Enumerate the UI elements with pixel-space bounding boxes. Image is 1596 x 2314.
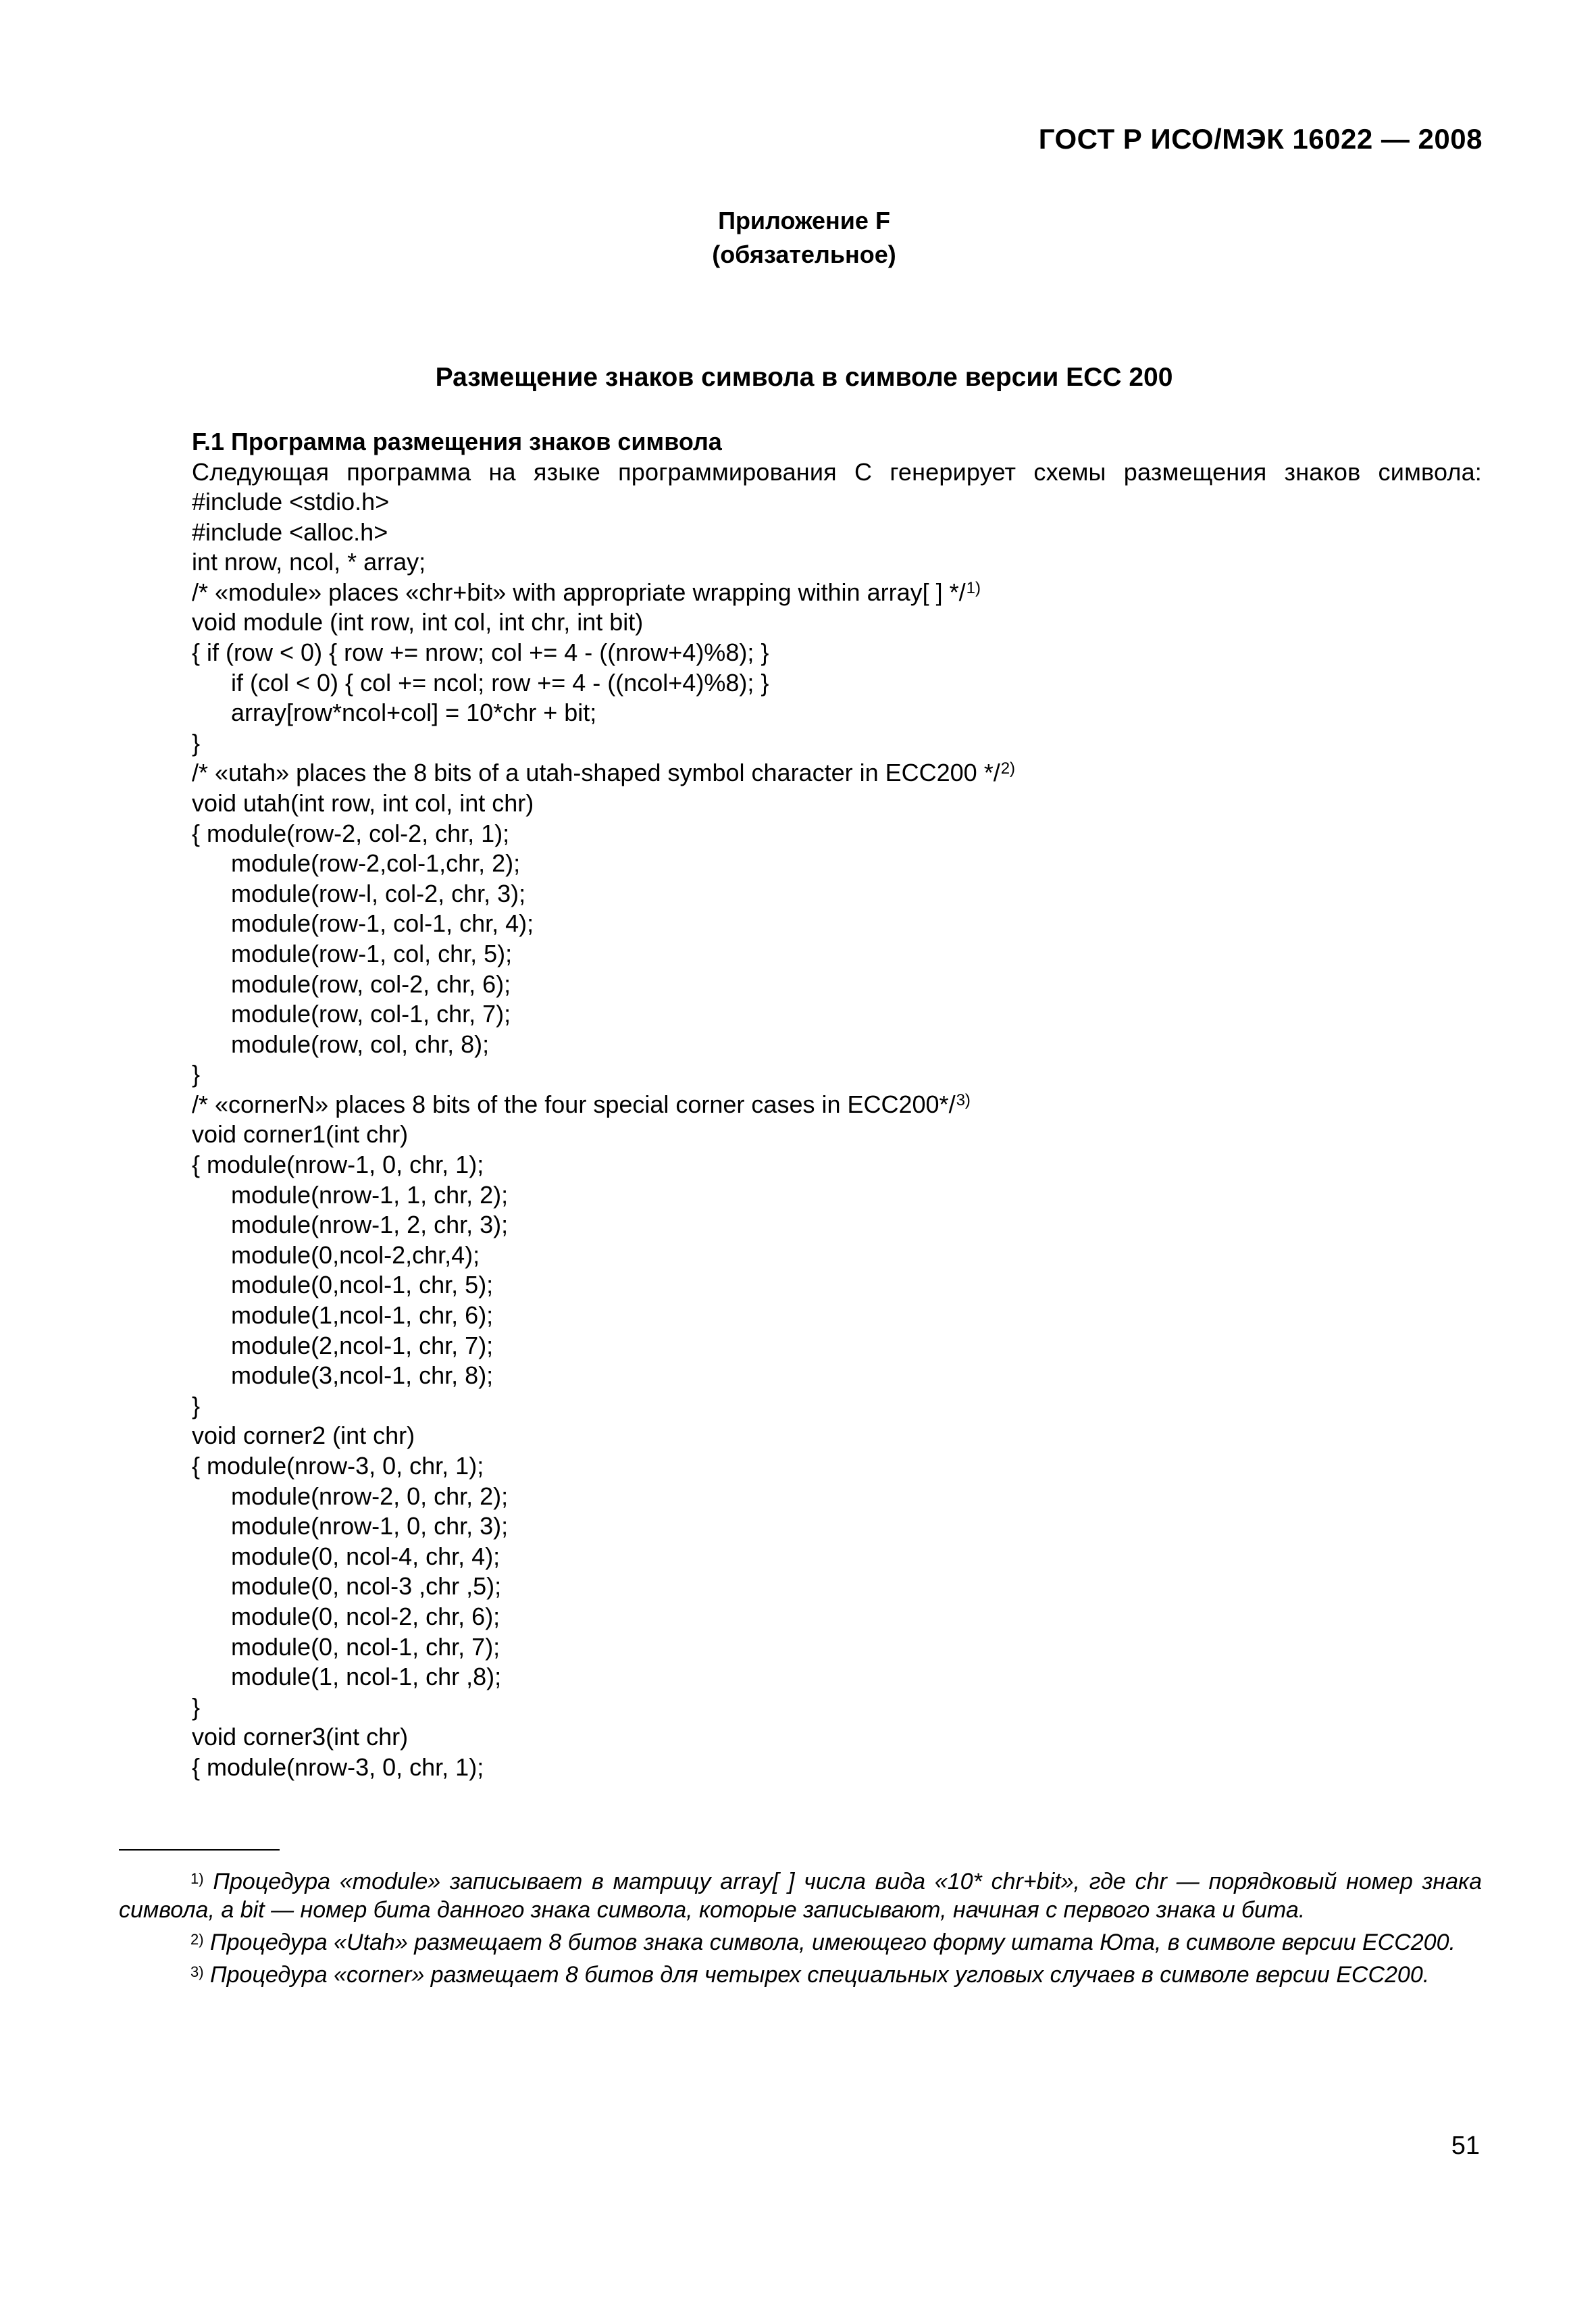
section-heading: F.1 Программа размещения знаков символа xyxy=(192,428,722,455)
code-line-text: } xyxy=(192,1391,201,1419)
code-line-text: module(row, col, chr, 8); xyxy=(231,1030,490,1058)
annex-title: Размещение знаков символа в символе версии ЕСС 200 xyxy=(435,363,1173,392)
code-line-text: #include <stdio.h> xyxy=(192,488,390,515)
code-line xyxy=(192,1361,1482,1391)
footnote-text: Процедура «module» записывает в матрицу array[ ] числа вида «10* chr+bit», где chr — порядковый номер знака символа, a bit — номер бита данного знака символа, которые записывают, начиная с первого знака и бита. xyxy=(119,1869,1482,1923)
code-line-text: { if (row < 0) { row += nrow; col += 4 - ((nrow+4)%8); } xyxy=(192,638,769,666)
code-line xyxy=(192,1753,1482,1783)
annex-heading xyxy=(0,204,1596,272)
footnote-reference: 2) xyxy=(1000,759,1016,778)
section-intro: Следующая программа на языке программирования С генерирует схемы размещения знаков символа: xyxy=(192,457,1482,486)
code-line-text: module(row, col-2, chr, 6); xyxy=(231,970,511,998)
code-line-text: module(0, ncol-3 ,chr ,5); xyxy=(231,1572,502,1601)
code-line xyxy=(192,668,1482,699)
footnote-mark: 3) xyxy=(190,1963,204,1980)
footnote-reference: 3) xyxy=(956,1090,971,1109)
code-line-text: module(3,ncol-1, chr, 8); xyxy=(231,1361,494,1390)
code-line-text: module(row-1, col-1, chr, 4); xyxy=(231,909,534,938)
code-line xyxy=(192,1391,1482,1422)
footnote xyxy=(119,1961,1482,1989)
page-number: 51 xyxy=(1451,2132,1480,2160)
code-line xyxy=(192,1090,1482,1120)
code-line-text: { module(row-2, col-2, chr, 1); xyxy=(192,819,510,847)
code-line-text: /* «cornerN» places 8 bits of the four special corner cases in ECC200*/ xyxy=(192,1090,956,1118)
code-line xyxy=(192,1180,1482,1211)
footnote-reference: 1) xyxy=(966,578,981,597)
section-f1 xyxy=(192,427,1482,1783)
code-line xyxy=(192,1240,1482,1271)
code-line xyxy=(192,1482,1482,1512)
footnote xyxy=(119,1867,1482,1924)
code-line xyxy=(192,1662,1482,1692)
footnote-text: Процедура «corner» размещает 8 битов для четырех специальных угловых случаев в символе версии ЕСС200. xyxy=(203,1962,1430,1988)
code-listing xyxy=(192,487,1482,1783)
code-line-text: void corner1(int chr) xyxy=(192,1120,409,1149)
code-line-text: module(row-l, col-2, chr, 3); xyxy=(231,879,526,907)
code-line-text: module(0, ncol-2, chr, 6); xyxy=(231,1602,500,1630)
code-line-text: void utah(int row, int col, int chr) xyxy=(192,788,534,817)
code-line-text: { module(nrow-3, 0, chr, 1); xyxy=(192,1753,484,1781)
code-line-text: module(nrow-1, 0, chr, 3); xyxy=(231,1512,509,1540)
code-line xyxy=(192,909,1482,939)
code-line xyxy=(192,1542,1482,1572)
code-line-text: { module(nrow-1, 0, chr, 1); xyxy=(192,1151,484,1179)
code-line xyxy=(192,1301,1482,1331)
code-line xyxy=(192,758,1482,788)
annex-label: Приложение F xyxy=(718,207,890,234)
code-line-text: #include <alloc.h> xyxy=(192,518,388,546)
code-line xyxy=(192,487,1482,518)
code-line xyxy=(192,1571,1482,1602)
code-line-text: module(nrow-1, 1, chr, 2); xyxy=(231,1180,509,1209)
code-line xyxy=(192,518,1482,548)
code-line xyxy=(192,1632,1482,1663)
footnote-text: Процедура «Utah» размещает 8 битов знака символа, имеющего форму штата Юта, в символе версии ЕСС200. xyxy=(203,1930,1456,1955)
code-line xyxy=(192,788,1482,819)
code-line xyxy=(192,728,1482,759)
footnote-mark: 2) xyxy=(190,1931,204,1948)
code-line-text: array[row*ncol+col] = 10*chr + bit; xyxy=(231,699,597,727)
footnotes xyxy=(119,1867,1482,1993)
annex-status: (обязательное) xyxy=(712,241,896,268)
code-line xyxy=(192,698,1482,728)
code-line xyxy=(192,970,1482,1000)
code-line-text: module(0, ncol-1, chr, 7); xyxy=(231,1632,500,1661)
code-line-text: } xyxy=(192,728,201,757)
code-line-text: void corner2 (int chr) xyxy=(192,1422,415,1450)
code-line-text: void corner3(int chr) xyxy=(192,1723,409,1751)
code-line xyxy=(192,607,1482,638)
code-line-text: } xyxy=(192,1692,201,1721)
code-line xyxy=(192,1059,1482,1090)
code-line xyxy=(192,1692,1482,1723)
code-line-text: module(0,ncol-1, chr, 5); xyxy=(231,1271,494,1299)
code-line-text: /* «utah» places the 8 bits of a utah-shaped symbol character in ECC200 */ xyxy=(192,759,1000,787)
code-line-text: module(0,ncol-2,chr,4); xyxy=(231,1240,480,1269)
code-line-text: module(0, ncol-4, chr, 4); xyxy=(231,1542,500,1570)
code-line xyxy=(192,1120,1482,1150)
code-line-text: void module (int row, int col, int chr, int bit) xyxy=(192,608,644,636)
code-line-text: { module(nrow-3, 0, chr, 1); xyxy=(192,1452,484,1480)
footnote-mark: 1) xyxy=(190,1870,204,1887)
code-line xyxy=(192,879,1482,909)
code-line xyxy=(192,547,1482,578)
code-line xyxy=(192,819,1482,849)
code-line-text: module(1,ncol-1, chr, 6); xyxy=(231,1301,494,1330)
code-line-text: } xyxy=(192,1060,201,1088)
footnote-separator xyxy=(119,1849,280,1851)
code-line-text: module(row-2,col-1,chr, 2); xyxy=(231,849,521,878)
code-line xyxy=(192,1421,1482,1451)
code-line-text: module(row-1, col, chr, 5); xyxy=(231,939,513,967)
code-line xyxy=(192,1722,1482,1753)
code-line xyxy=(192,849,1482,879)
code-line xyxy=(192,578,1482,608)
code-line-text: module(nrow-1, 2, chr, 3); xyxy=(231,1211,509,1239)
code-line-text: module(2,ncol-1, chr, 7); xyxy=(231,1331,494,1359)
code-line xyxy=(192,1150,1482,1180)
code-line-text: /* «module» places «chr+bit» with appropriate wrapping within array[ ] */ xyxy=(192,578,966,606)
code-line xyxy=(192,1511,1482,1542)
code-line xyxy=(192,1451,1482,1482)
code-line xyxy=(192,1602,1482,1632)
code-line-text: int nrow, ncol, * array; xyxy=(192,548,426,576)
code-line xyxy=(192,1331,1482,1361)
code-line xyxy=(192,1270,1482,1301)
code-line xyxy=(192,939,1482,970)
code-line xyxy=(192,638,1482,668)
code-line-text: module(nrow-2, 0, chr, 2); xyxy=(231,1482,509,1510)
code-line-text: module(row, col-1, chr, 7); xyxy=(231,1000,511,1028)
code-line-text: module(1, ncol-1, chr ,8); xyxy=(231,1663,502,1691)
code-line xyxy=(192,1030,1482,1060)
footnote xyxy=(119,1928,1482,1957)
standard-designation: ГОСТ Р ИСО/МЭК 16022 — 2008 xyxy=(1038,123,1483,155)
code-line xyxy=(192,999,1482,1030)
code-line-text: if (col < 0) { col += ncol; row += 4 - ((ncol+4)%8); } xyxy=(231,668,769,697)
code-line xyxy=(192,1210,1482,1240)
